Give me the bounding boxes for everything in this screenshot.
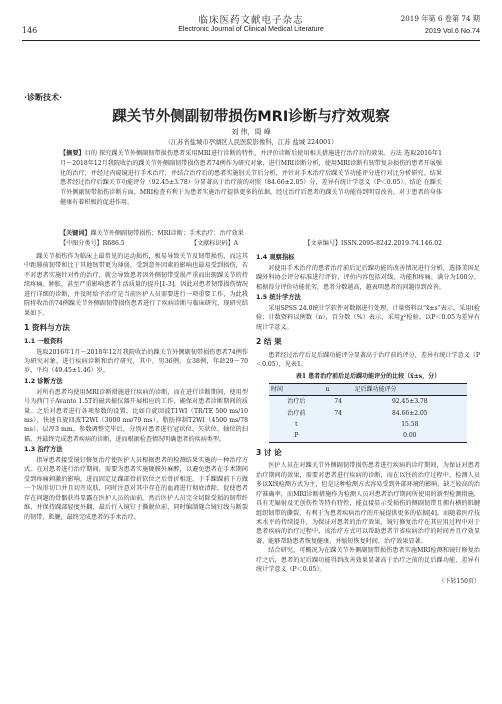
observation-index-text: 对使用手术治疗的患者治疗前后足后踝功能的改善情况进行分析，选择美国足踝外科协会评分标准进行评价，评价内容包括对线、功能和疼痛，满分为100分，根据得分评价功能优劣，患者分数越高，越表明患者的问题得到改善。 [256, 264, 480, 291]
article-affiliation: （江苏省盐城市亭湖区人民医院影像科，江苏 盐城 224001） [164, 139, 338, 146]
continued-note: （下转150页） [438, 577, 480, 585]
issue-info-en: 2019 Vol.6 No.74 [424, 26, 480, 35]
right-column [256, 252, 480, 586]
treatment-method-text: 指导患者接受镜钉修复治疗使医护人员根据患者的检测结果实施的一种治疗方式。在对患者进行治疗期间，需要为患者实施硬膜外麻醉，以避免患者在手术期间受到疼痛刺激的影响，进而固定足踝部骨折软位之后骨折相连，于手踝踝前下方做一个纵形切口并且切开皮肤，同时注意对其中存在的血液进行彻底清除，促使患者存在问题的骨骼获得显露在医护人员的面前。然后医护人员完全切除受损的韧带纤维，并保持踝部轻度外翻，最后行入镜钉于撕脱位前，同时编制缝合镜钉线与断裂的韧带，肌腱，最终完成患者的手术治疗。 [24, 457, 248, 521]
results-text: 患者经过治疗后足后踝功能评分显著高于治疗前的评分，差异有统计学意义（P＜0.05），见表1。 [256, 351, 480, 369]
statistics-text: 采用SPSS 24.0统计学软件对数据进行处理，计量资料以“x̄±s”表示，采用t检验；计数资料以例数（n），百分数（%）表示，采用χ²检验。以P＜0.05为差异有统计学意义。 [256, 304, 480, 331]
heading-discussion: 3 讨 论 [256, 447, 282, 457]
table-cell: 治疗后 [269, 396, 324, 408]
classification-line [60, 238, 442, 247]
left-column [24, 252, 248, 522]
table-header-cell: 时间 [269, 384, 324, 396]
general-data-text: 选取2016年1月～2018年12月我院收治的踝关节外侧副韧带损伤患者74例作为研究对象，进行疾病诊断和治疗研究，其中，男36例，女38例，年龄29～70岁，平均（49.45±1.46）岁。 [24, 348, 248, 375]
table-row [269, 430, 467, 442]
abstract [60, 149, 442, 208]
table-cell [324, 430, 353, 442]
article-number: 【文章编号】ISSN.2095-8242.2019.74.146.02 [304, 240, 442, 247]
keywords-text: 踝关节外侧副韧带损伤；MRI诊断；手术治疗；治疗效果 [90, 230, 244, 237]
heading-observation-index: 1.4 观察指标 [256, 254, 295, 261]
document-code: 【文献标识码】A [191, 240, 239, 247]
table-cell: 74 [324, 408, 353, 419]
table-cell: 治疗前 [269, 408, 324, 419]
table-cell: 74 [324, 396, 353, 408]
article-authors: 刘 伟，周 峰 [231, 128, 271, 136]
heading-results: 2 结 果 [256, 337, 282, 347]
heading-general-data: 1.1 一般资料 [24, 337, 63, 345]
table-cell [324, 419, 353, 430]
table-row [269, 408, 467, 419]
keywords [60, 228, 442, 237]
page-number: 146 [22, 26, 38, 35]
table-header-cell: 足后踝功能评分 [353, 384, 467, 396]
table-caption: 表1 患者治疗前后足后踝功能评分的比较（x̄±s，分） [295, 372, 441, 380]
clc-number: 【中图分类号】R686.5 [60, 240, 125, 247]
table-cell: 15.58 [353, 419, 467, 430]
table-cell: P [269, 430, 324, 442]
table-row [269, 419, 467, 430]
diagnosis-method-text: 对所有患者均使用MRI诊断措施进行疾病的诊断，而在进行诊断期间，使用型号为西门子Avanto 1.5T的磁共振仪器开展相应的工作，确保对患者诊断期间的质量。之后对患者进行各项参数的设置，比如自旋回波T1WI（TR/TE 500 ms/10 ms）、快速自旋回波T2WI（3000 ms/79 ms）、脂肪抑制T2WI（4500 ms/78 ms）、层厚3 mm、参数调整完毕后，分别对患者进行冠状位、矢状位、轴位的扫描，并最终完成患者疾病的诊断，进而根据检查情况明确患者的疾病类型。 [24, 388, 248, 443]
table-cell: 84.66±2.05 [353, 408, 467, 419]
section-label: ·诊断技术· [24, 93, 63, 102]
results-table [269, 383, 467, 442]
journal-title-cn: 临床医药文献电子杂志 [198, 15, 304, 26]
header-rule [22, 40, 480, 41]
article-title: 踝关节外侧副韧带损伤MRI诊断与疗效观察 [112, 109, 390, 125]
table-cell: 92.45±3.78 [353, 396, 467, 408]
table-header-cell: n [324, 384, 353, 396]
heading-statistics: 1.5 统计学方法 [256, 294, 301, 302]
table-row [269, 396, 467, 408]
heading-treatment-method: 1.3 治疗方法 [24, 446, 63, 454]
table-cell: t [269, 419, 324, 430]
discussion-text-2: 结合研究，可概况为在踝关节外侧副韧带损伤患者实施MRI检测和镜钉修复治疗之后，患者的足后踝功能得到改善效果显著高于治疗之前的足后踝功能，差异有统计学意义（P＜0.05）。 [256, 547, 480, 574]
page-header [22, 12, 480, 38]
table-cell: 0.00 [353, 430, 467, 442]
discussion-text-1: 医护人员在对踝关节外侧副韧带损伤患者进行疾病的诊疗期间，为保证对患者治疗期间的效果，需要对患者进行疾病的诊断，而在以往的治疗过程中，检测人员多以X线检测方式为主，但是这种检测方式容易受到外部环境的影响，缺乏较高的治疗准确率，而MRI诊断措施作为检测人员对患者治疗期间所使用的新型检测措施，具有无辐射及无创伤性等特有特性，能直接显示受损伤的侧副韧带且拥有横的肌腱组织韧带的撕裂，有利于为患者疾病治疗的开展提供更多的依据[4]。而随着医疗技术水平的持续提升，为保证对患者的治疗效果，镜钉修复治疗在其应用过程中对于患者疾病的治疗过程中，该治疗方式可以帮助患者节省疾病治疗的时间并且疗效显著，能够帮助患者恢复健康，并缩短恢复时间，治疗效果显著。 [256, 462, 480, 545]
heading-diagnosis-method: 1.2 诊断方法 [24, 377, 63, 385]
issue-info-cn: 2019 年第 6 卷第 74 期 [400, 14, 480, 23]
abstract-text: 目的 探究踝关节外侧副韧带损伤患者采用MRI进行诊断的特性，并评价诊断后使用相关措施进行治疗后的效果。方法 选取2016年1月～2018年12月我院收治的踝关节外侧副韧带损伤患者74例作为研究对象，进行MRI诊断分析，使用MRI诊断有韧带复杂损伤的患者开展强化的治疗，并经过内窥镜进行手术治疗，并结合治疗后的患者实施肘关节后分析，并针对手术治疗后踝关节功能评分进行对比分析研究。结果 患者经过治疗后踝关节功能评分（92.45±3.78）分显著高于治疗前的对照（84.66±2.05）分，差异有统计学意义（P＜0.05）。结论 在踝关节外侧副韧带损伤诊断方面，MRI检查有利于为患者实施治疗提供更多的依据，经过治疗后患者的踝关节功能得到明显改善，对于患者的身体健康有着积极的促进作用。 [60, 150, 443, 206]
intro-paragraph: 踝关节损伤作为临床上最常见的运动损伤，极易导致关节及韧带损伤，而这其中距腓前韧带和比于其他韧带更为薄弱，受到意外因素的影响也最易受到损伤，若不对患者实施针对性的治疗，就会导致患者因外侧韧带受损严重而出现踝关节的持续疼痛、肿胀，甚至严重影响患者生活质量的提升[1-3]。因此对患者韧带损伤情况进行详细的诊断，并及时给予治疗是当前医护人员需要进行一项重要工作，为此我院将收治的74例踝关节外侧副韧带损伤患者进行了疾病诊断与临床研究，现研究结果如下。 [24, 253, 248, 317]
keywords-label: 【关键词】 [60, 230, 91, 237]
journal-title-en: Electronic Journal of Clinical Medical Literature [178, 26, 324, 33]
heading-materials-methods: 1 资料与方法 [24, 323, 70, 333]
abstract-label: 【摘要】 [60, 150, 85, 157]
